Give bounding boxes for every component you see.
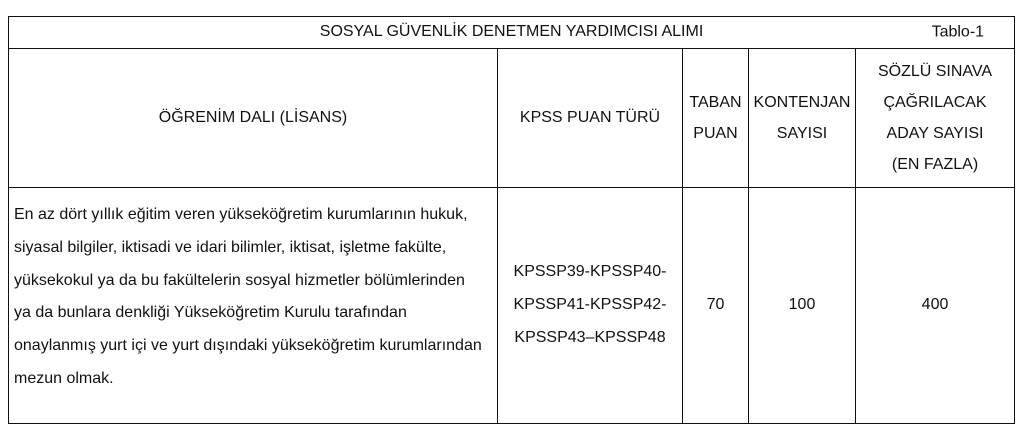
table-title: SOSYAL GÜVENLİK DENETMEN YARDIMCISI ALIMI [319,23,704,41]
table-row [9,188,1015,424]
header-quota [749,49,856,188]
header-kpss-type: KPSS PUAN TÜRÜ [498,49,683,188]
header-base-score [683,49,749,188]
table-container [8,16,1014,424]
field-description-line: onaylanmış yurt içi ve yurt dışındaki yükseköğretim kurumlarından [14,337,482,355]
field-description-line: yüksekokul ya da bu fakültelerin sosyal hizmetler bölümlerinden [14,271,465,289]
kpss-type-line: KPSSP39-KPSSP40- [513,263,667,281]
field-description-line: mezun olmak. [14,369,114,387]
header-row [9,49,1015,188]
header-oral-exam-line: SÖZLÜ SINAVA [877,62,993,80]
kpss-type-line: KPSSP41-KPSSP42- [513,296,667,314]
title-row [9,17,1015,49]
header-field: ÖĞRENİM DALI (LİSANS) [9,49,498,188]
oral-exam-value: 400 [856,188,1015,424]
tablo-label: Tablo-1 [931,23,985,41]
field-description-line: siyasal bilgiler, iktisadi ve idari bilimler, iktisat, işletme fakülte, [14,238,447,256]
table-title-cell [9,17,1015,49]
header-quota-line: SAYISI [776,125,828,142]
header-quota-line: KONTENJAN [753,93,851,111]
header-base-score-line: TABAN [689,93,742,111]
header-oral-exam-line: ADAY SAYISI [886,125,984,142]
base-score-value: 70 [683,188,749,424]
quota-value: 100 [749,188,856,424]
recruitment-table [8,16,1015,424]
header-oral-exam-line: (EN FAZLA) [891,156,979,174]
header-oral-exam [856,49,1015,188]
header-base-score-line: PUAN [693,125,738,142]
kpss-type-line: KPSSP43–KPSSP48 [514,328,666,346]
header-oral-exam-line: ÇAĞRILACAK [883,93,987,111]
kpss-types-cell [498,188,683,424]
field-description-line: ya da bunlara denkliği Yükseköğretim Kurulu tarafından [14,304,407,322]
field-description-line: En az dört yıllık eğitim veren yükseköğretim kurumlarının hukuk, [14,206,468,223]
field-description [9,188,498,424]
